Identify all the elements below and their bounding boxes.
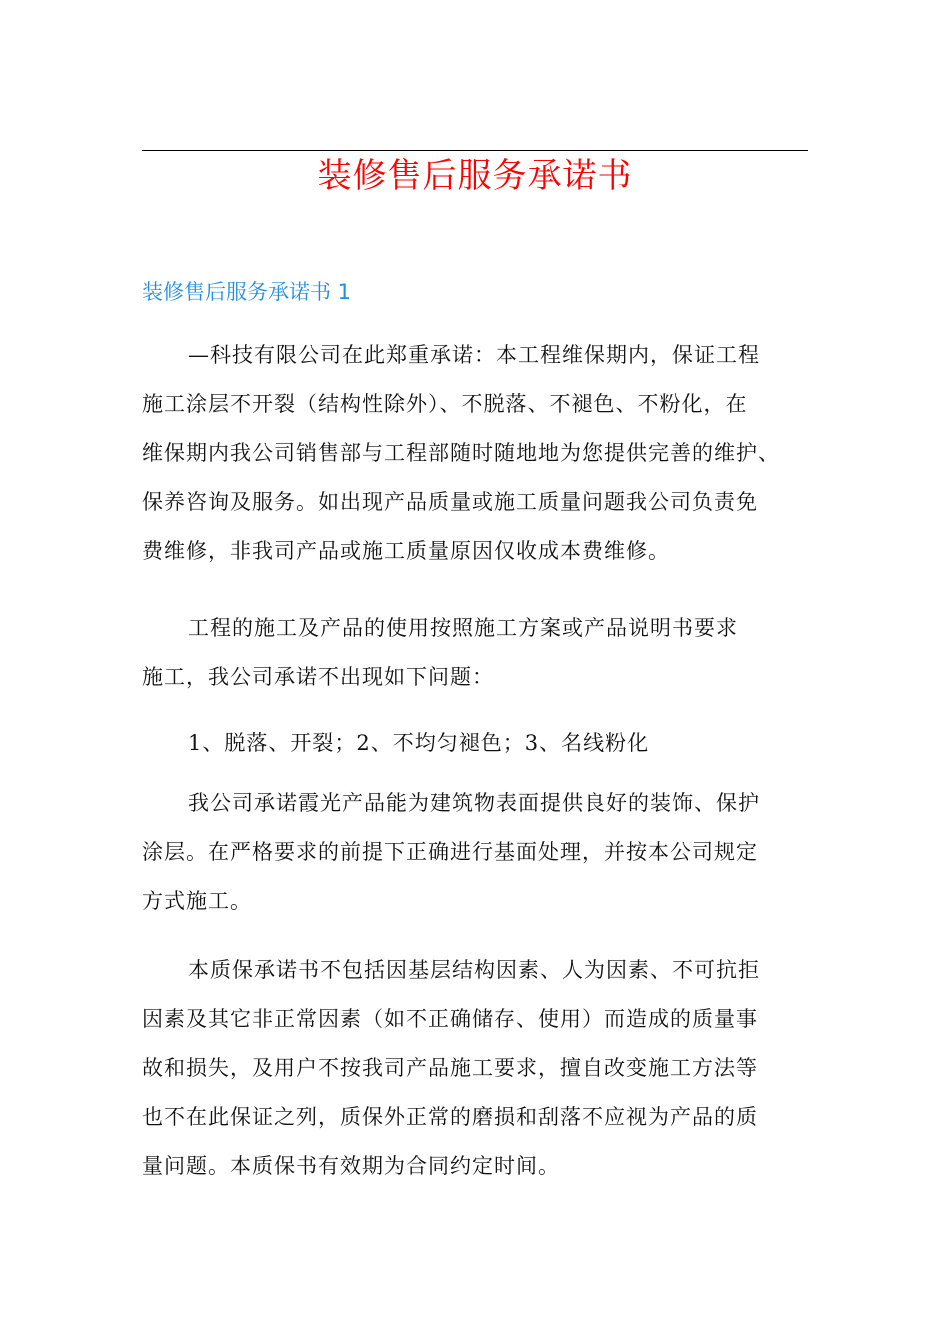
document-title: 装修售后服务承诺书 [317,156,633,196]
paragraph-line: 维保期内我公司销售部与工程部随时随地地为您提供完善的维护、 [142,441,780,465]
paragraph-commitment [142,331,822,576]
paragraph-line: 保养咨询及服务。如出现产品质量或施工质量问题我公司负责免 [142,490,758,514]
paragraph-line: 我公司承诺霞光产品能为建筑物表面提供良好的装饰、保护 [188,791,760,815]
paragraph-line: 施工，我公司承诺不出现如下问题： [142,665,494,689]
paragraph-construction [142,604,822,702]
title-rule [142,150,808,151]
paragraph-line: 方式施工。 [142,889,252,913]
paragraph-line: 本质保承诺书不包括因基层结构因素、人为因素、不可抗拒 [188,958,760,982]
paragraph-line: 涂层。在严格要求的前提下正确进行基面处理，并按本公司规定 [142,840,758,864]
paragraph-product-promise [142,779,822,926]
paragraph-problem-list [142,719,822,768]
paragraph-line: 工程的施工及产品的使用按照施工方案或产品说明书要求 [188,616,738,640]
paragraph-exclusions [142,946,822,1191]
paragraph-line: 施工涂层不开裂（结构性除外）、不脱落、不褪色、不粉化，在 [142,392,748,416]
paragraph-line: —科技有限公司在此郑重承诺：本工程维保期内，保证工程 [188,343,760,367]
section-heading: 装修售后服务承诺书 1 [142,280,352,304]
paragraph-line: 也不在此保证之列，质保外正常的磨损和刮落不应视为产品的质 [142,1105,758,1129]
paragraph-line: 因素及其它非正常因素（如不正确储存、使用）而造成的质量事 [142,1007,758,1031]
paragraph-line: 量问题。本质保书有效期为合同约定时间。 [142,1154,560,1178]
paragraph-line: 故和损失，及用户不按我司产品施工要求，擅自改变施工方法等 [142,1056,758,1080]
paragraph-line: 费维修，非我司产品或施工质量原因仅收成本费维修。 [142,539,670,563]
paragraph-line: 1、脱落、开裂；2、不均匀褪色；3、名线粉化 [188,731,650,755]
